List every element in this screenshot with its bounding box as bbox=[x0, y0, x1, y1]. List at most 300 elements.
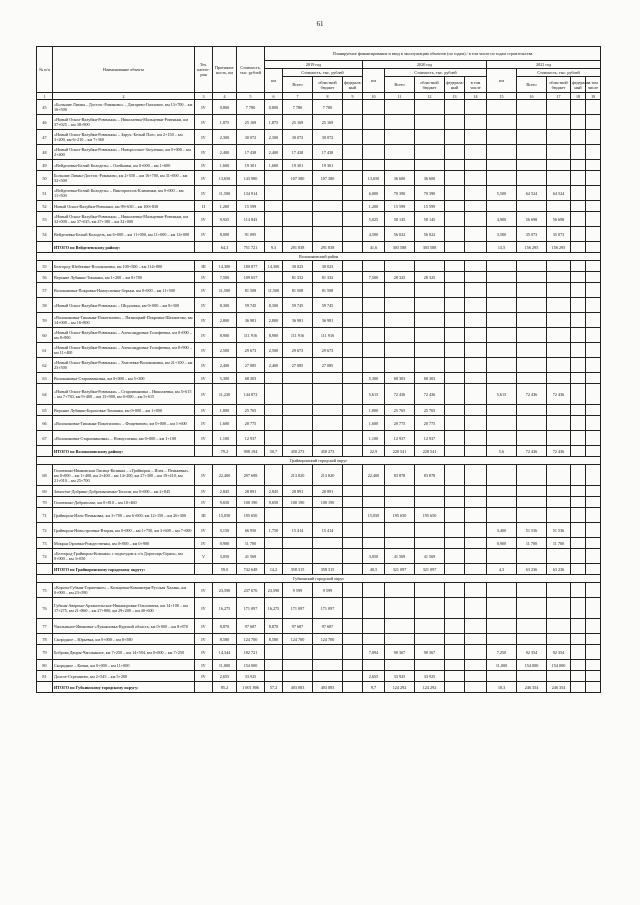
table-row bbox=[37, 405, 601, 416]
value-cell bbox=[343, 201, 363, 212]
value-cell bbox=[547, 486, 571, 497]
value-cell: 20 775 bbox=[415, 416, 445, 431]
value-cell: IV bbox=[195, 497, 213, 508]
column-index-cell: 13 bbox=[445, 93, 465, 100]
value-cell bbox=[487, 261, 517, 272]
table-row bbox=[37, 115, 601, 130]
value-cell bbox=[517, 358, 547, 373]
value-cell bbox=[363, 298, 385, 313]
value-cell: IV bbox=[195, 373, 213, 384]
value-cell: 5,500 bbox=[487, 186, 517, 201]
column-index-cell: 15 bbox=[487, 93, 517, 100]
value-cell bbox=[571, 465, 586, 486]
value-cell: 81 508 bbox=[283, 283, 313, 298]
value-cell: 358 315 bbox=[313, 564, 343, 575]
value-cell bbox=[487, 405, 517, 416]
value-cell bbox=[571, 431, 586, 446]
column-index-cell: 5 bbox=[237, 93, 265, 100]
table-row bbox=[37, 261, 601, 272]
value-cell bbox=[445, 130, 465, 145]
value-cell bbox=[517, 130, 547, 145]
table-row bbox=[37, 343, 601, 358]
object-name-cell: Большие Лиман-Достоп.-Романово, км 2+550 – км 16+700, км 31+000 – км 32+500 bbox=[53, 171, 195, 186]
value-cell: 2,400 bbox=[213, 358, 237, 373]
value-cell bbox=[363, 538, 385, 549]
value-cell bbox=[547, 130, 571, 145]
value-cell: 458 273 bbox=[283, 446, 313, 457]
header-year-2019: 2019 год bbox=[265, 61, 363, 69]
value-cell: 8,300 bbox=[265, 298, 283, 313]
value-cell bbox=[517, 497, 547, 508]
value-cell bbox=[586, 431, 601, 446]
object-name-cell: Головчино-Ивановская Лисица-Козинка – «Грайворон – Илек – Пенькевка», км 0+000 – км 1+400, км 2+400 – км 14+200, км 27+300 – км 19+410, км 21+010 – км 25+700 bbox=[53, 465, 195, 486]
value-cell: 48 bbox=[37, 145, 53, 160]
value-cell bbox=[343, 465, 363, 486]
value-cell: 7,094 bbox=[363, 645, 385, 660]
section-header-row bbox=[37, 575, 601, 583]
value-cell bbox=[547, 497, 571, 508]
value-cell bbox=[313, 384, 343, 405]
object-name-cell: Грайворон-Новостроевка-Вторая, км 0+000 – км 1+750, км 3+600 – км 7+000 bbox=[53, 523, 195, 538]
value-cell bbox=[465, 538, 487, 549]
value-cell: 195 650 bbox=[385, 508, 415, 523]
value-cell bbox=[487, 171, 517, 186]
object-name-cell: ИТОГО по Грайворонскому городскому округу: bbox=[53, 564, 195, 575]
value-cell bbox=[415, 660, 445, 671]
value-cell bbox=[313, 405, 343, 416]
value-cell: IV bbox=[195, 660, 213, 671]
object-name-cell: «Новый Оскол-Валуйки-Ровеньки» – Новоросское-Засуленко, км 0+000 – км 2+400 bbox=[53, 145, 195, 160]
object-name-cell: Верхние Лубянки-Борисовка-Тишанка, км 0+000 – км 1+800 bbox=[53, 405, 195, 416]
value-cell: 11 700 bbox=[517, 538, 547, 549]
value-cell bbox=[313, 671, 343, 682]
value-cell: 458 273 bbox=[313, 446, 343, 457]
column-index-cell: 4 bbox=[213, 93, 237, 100]
value-cell bbox=[363, 598, 385, 619]
header-km-2021: км bbox=[487, 69, 517, 93]
header-regional-2021: областной бюджет bbox=[547, 77, 571, 93]
value-cell bbox=[363, 261, 385, 272]
value-cell: 36 600 bbox=[385, 171, 415, 186]
value-cell: 20 775 bbox=[385, 416, 415, 431]
table-row bbox=[37, 227, 601, 242]
value-cell: 180 877 bbox=[237, 261, 265, 272]
value-cell bbox=[445, 508, 465, 523]
value-cell bbox=[465, 660, 487, 671]
value-cell bbox=[547, 100, 571, 115]
value-cell bbox=[487, 671, 517, 682]
value-cell: IV bbox=[195, 431, 213, 446]
value-cell: 5,6 bbox=[487, 446, 517, 457]
value-cell bbox=[517, 373, 547, 384]
value-cell bbox=[547, 343, 571, 358]
value-cell: 1,875 bbox=[213, 115, 237, 130]
value-cell: 124 292 bbox=[415, 682, 445, 693]
column-index-cell: 2 bbox=[53, 93, 195, 100]
value-cell: IV bbox=[195, 186, 213, 201]
value-cell: IV bbox=[195, 328, 213, 343]
value-cell bbox=[465, 446, 487, 457]
value-cell bbox=[385, 634, 415, 645]
object-name-cell: Мокрая Орловка-Рождественка, км 0+000 – км 0+900 bbox=[53, 538, 195, 549]
value-cell: 4,3 bbox=[487, 564, 517, 575]
value-cell bbox=[283, 384, 313, 405]
table-row bbox=[37, 186, 601, 201]
value-cell: 92 354 bbox=[517, 645, 547, 660]
value-cell bbox=[571, 100, 586, 115]
value-cell: 9 599 bbox=[283, 583, 313, 598]
value-cell bbox=[445, 564, 465, 575]
value-cell bbox=[415, 100, 445, 115]
value-cell: 111 916 bbox=[283, 328, 313, 343]
value-cell bbox=[586, 160, 601, 171]
value-cell bbox=[445, 538, 465, 549]
value-cell bbox=[487, 416, 517, 431]
column-index-cell: 9 bbox=[343, 93, 363, 100]
value-cell bbox=[465, 343, 487, 358]
value-cell bbox=[465, 227, 487, 242]
value-cell: 5,300 bbox=[213, 373, 237, 384]
value-cell: 15 414 bbox=[313, 523, 343, 538]
value-cell: 908 194 bbox=[237, 446, 265, 457]
value-cell bbox=[445, 242, 465, 253]
value-cell: 83 878 bbox=[415, 465, 445, 486]
value-cell bbox=[445, 384, 465, 405]
value-cell bbox=[343, 523, 363, 538]
value-cell bbox=[465, 431, 487, 446]
value-cell: 59 bbox=[37, 313, 53, 328]
value-cell bbox=[343, 358, 363, 373]
value-cell bbox=[547, 465, 571, 486]
value-cell: 58 145 bbox=[415, 212, 445, 227]
value-cell bbox=[487, 486, 517, 497]
object-name-cell: «Новый Оскол-Валуйки-Ровеньки» – Александровка-Голофеевка, км 0+000 – км 8+900 bbox=[53, 328, 195, 343]
value-cell: 15 599 bbox=[385, 201, 415, 212]
value-cell bbox=[465, 671, 487, 682]
header-incl-2020: в том числе bbox=[465, 77, 487, 93]
table-row bbox=[37, 212, 601, 227]
value-cell bbox=[445, 160, 465, 171]
value-cell bbox=[586, 634, 601, 645]
value-cell: 69 bbox=[37, 486, 53, 497]
value-cell bbox=[547, 416, 571, 431]
value-cell bbox=[465, 261, 487, 272]
object-name-cell: ИТОГО по Губкинскому городскому округу: bbox=[53, 682, 195, 693]
value-cell bbox=[445, 598, 465, 619]
table-row bbox=[37, 497, 601, 508]
value-cell: 29 673 bbox=[237, 343, 265, 358]
object-name-cell: «Волоконовка-Тишанка-Покотилово» – Пятницкий-Покровка-Шахматово, км 14+000 – км 16+800 bbox=[53, 313, 195, 328]
value-cell: 17 438 bbox=[237, 145, 265, 160]
table-row bbox=[37, 358, 601, 373]
value-cell bbox=[571, 171, 586, 186]
value-cell bbox=[586, 564, 601, 575]
value-cell bbox=[517, 283, 547, 298]
value-cell: 25 169 bbox=[237, 115, 265, 130]
value-cell bbox=[385, 619, 415, 634]
value-cell bbox=[586, 130, 601, 145]
header-cost: Стоимость, тыс. рублей bbox=[237, 47, 265, 93]
value-cell bbox=[547, 634, 571, 645]
value-cell: IV bbox=[195, 130, 213, 145]
value-cell: 33 925 bbox=[385, 671, 415, 682]
header-federal-2019: федераль-ный bbox=[343, 77, 363, 93]
value-cell: 742 648 bbox=[237, 564, 265, 575]
value-cell: 6,000 bbox=[363, 186, 385, 201]
object-name-cell: Губкин-Аверино-Архангельское-Никаноровка-Ольховатка, км 14+100 – км 17+275, км 21+860 – км 27+800, км 29+200 – км 40+600 bbox=[53, 598, 195, 619]
value-cell: 100 190 bbox=[237, 497, 265, 508]
value-cell: 64 bbox=[37, 384, 53, 405]
value-cell bbox=[283, 373, 313, 384]
value-cell: 27 085 bbox=[283, 358, 313, 373]
value-cell bbox=[586, 272, 601, 283]
object-name-cell: Волоконовка-Староивановка, км 0+000 – км 5+300 bbox=[53, 373, 195, 384]
header-cost-2020: Стоимость, тыс. рублей bbox=[385, 69, 487, 77]
value-cell: 64 524 bbox=[547, 186, 571, 201]
page-number: 61 bbox=[316, 20, 324, 28]
value-cell bbox=[571, 523, 586, 538]
header-year-2021: 2021 год bbox=[487, 61, 601, 69]
value-cell: 4,900 bbox=[487, 212, 517, 227]
value-cell bbox=[517, 431, 547, 446]
value-cell bbox=[487, 508, 517, 523]
value-cell bbox=[195, 682, 213, 693]
value-cell: 66 bbox=[37, 416, 53, 431]
value-cell bbox=[415, 313, 445, 328]
value-cell: 2,655 bbox=[213, 671, 237, 682]
value-cell bbox=[363, 486, 385, 497]
object-name-cell: Вейделевка-Белый Колодезь, км 6+000 – км 11+000, км 11+000 – км 14+000 bbox=[53, 227, 195, 242]
value-cell bbox=[547, 328, 571, 343]
value-cell bbox=[465, 283, 487, 298]
value-cell bbox=[445, 227, 465, 242]
value-cell bbox=[517, 100, 547, 115]
value-cell bbox=[385, 328, 415, 343]
value-cell: IV bbox=[195, 212, 213, 227]
value-cell: 33 925 bbox=[415, 671, 445, 682]
table-row bbox=[37, 598, 601, 619]
value-cell: 303 588 bbox=[385, 242, 415, 253]
value-cell: IV bbox=[195, 283, 213, 298]
value-cell bbox=[37, 564, 53, 575]
value-cell: 91 095 bbox=[237, 227, 265, 242]
value-cell: 228 541 bbox=[415, 446, 445, 457]
value-cell bbox=[571, 242, 586, 253]
value-cell bbox=[517, 313, 547, 328]
table-row bbox=[37, 201, 601, 212]
value-cell: 1,200 bbox=[363, 201, 385, 212]
value-cell bbox=[465, 171, 487, 186]
value-cell bbox=[283, 431, 313, 446]
value-cell bbox=[343, 298, 363, 313]
value-cell bbox=[586, 645, 601, 660]
value-cell bbox=[517, 171, 547, 186]
value-cell bbox=[265, 549, 283, 564]
value-cell bbox=[37, 446, 53, 457]
value-cell: 56 698 bbox=[547, 212, 571, 227]
value-cell bbox=[487, 497, 517, 508]
value-cell bbox=[571, 272, 586, 283]
value-cell bbox=[415, 343, 445, 358]
value-cell: 7 780 bbox=[283, 100, 313, 115]
value-cell: 2,400 bbox=[265, 358, 283, 373]
value-cell: 11 700 bbox=[237, 538, 265, 549]
value-cell: 107 380 bbox=[283, 171, 313, 186]
value-cell bbox=[415, 538, 445, 549]
value-cell bbox=[445, 171, 465, 186]
header-regional-2020: областной бюджет bbox=[415, 77, 445, 93]
value-cell: 79,2 bbox=[213, 446, 237, 457]
value-cell: 52 bbox=[37, 201, 53, 212]
value-cell bbox=[465, 328, 487, 343]
value-cell bbox=[385, 298, 415, 313]
value-cell: 41 569 bbox=[385, 549, 415, 564]
value-cell: 78 bbox=[37, 634, 53, 645]
value-cell bbox=[547, 405, 571, 416]
value-cell bbox=[265, 416, 283, 431]
value-cell bbox=[385, 115, 415, 130]
value-cell: 0,900 bbox=[213, 538, 237, 549]
value-cell: 8,580 bbox=[265, 634, 283, 645]
value-cell: 9,650 bbox=[265, 497, 283, 508]
value-cell bbox=[547, 201, 571, 212]
value-cell: 25 765 bbox=[237, 405, 265, 416]
value-cell: 2,800 bbox=[265, 313, 283, 328]
table-row bbox=[37, 145, 601, 160]
value-cell: 0,900 bbox=[487, 538, 517, 549]
value-cell: IV bbox=[195, 272, 213, 283]
value-cell bbox=[445, 645, 465, 660]
value-cell: 1,600 bbox=[363, 416, 385, 431]
value-cell bbox=[586, 465, 601, 486]
value-cell bbox=[343, 100, 363, 115]
value-cell bbox=[363, 100, 385, 115]
table-row bbox=[37, 465, 601, 486]
value-cell bbox=[465, 416, 487, 431]
value-cell: III bbox=[195, 508, 213, 523]
value-cell: 23,590 bbox=[265, 583, 283, 598]
value-cell: 59 745 bbox=[283, 298, 313, 313]
value-cell: 5,150 bbox=[213, 523, 237, 538]
value-cell bbox=[465, 242, 487, 253]
value-cell bbox=[445, 497, 465, 508]
value-cell: 68 303 bbox=[415, 373, 445, 384]
value-cell: 154 000 bbox=[547, 660, 571, 671]
value-cell: 1,600 bbox=[265, 160, 283, 171]
value-cell bbox=[465, 645, 487, 660]
value-cell bbox=[465, 523, 487, 538]
value-cell bbox=[586, 186, 601, 201]
value-cell: 321 097 bbox=[385, 564, 415, 575]
column-index-cell: 16 bbox=[517, 93, 547, 100]
value-cell: 1,800 bbox=[213, 405, 237, 416]
value-cell bbox=[571, 619, 586, 634]
header-km-2019: км bbox=[265, 69, 283, 93]
value-cell: 8,300 bbox=[213, 298, 237, 313]
value-cell: 72 436 bbox=[415, 384, 445, 405]
value-cell: 171 097 bbox=[283, 598, 313, 619]
value-cell bbox=[571, 564, 586, 575]
value-cell bbox=[445, 145, 465, 160]
value-cell: 237 676 bbox=[237, 583, 265, 598]
value-cell: 303 588 bbox=[415, 242, 445, 253]
value-cell: IV bbox=[195, 416, 213, 431]
value-cell bbox=[343, 564, 363, 575]
value-cell bbox=[265, 227, 283, 242]
value-cell bbox=[487, 634, 517, 645]
value-cell bbox=[586, 313, 601, 328]
value-cell: 30 072 bbox=[237, 130, 265, 145]
value-cell bbox=[586, 671, 601, 682]
value-cell bbox=[547, 431, 571, 446]
value-cell: 18,3 bbox=[487, 682, 517, 693]
value-cell: 59,0 bbox=[213, 564, 237, 575]
value-cell bbox=[265, 465, 283, 486]
value-cell: 72 436 bbox=[517, 384, 547, 405]
value-cell bbox=[465, 405, 487, 416]
value-cell bbox=[385, 343, 415, 358]
value-cell bbox=[313, 431, 343, 446]
value-cell: 8,900 bbox=[265, 328, 283, 343]
value-cell: 1,875 bbox=[265, 115, 283, 130]
object-name-cell: «Короча-Губкин-Горшечное» – Кольцевая-Коминтерн-Русская Халань, км 0+000 – км 23+590 bbox=[53, 583, 195, 598]
value-cell bbox=[586, 405, 601, 416]
value-cell bbox=[571, 283, 586, 298]
value-cell bbox=[265, 645, 283, 660]
header-length: Протяжен-ность, км bbox=[213, 47, 237, 93]
object-name-cell: Волоконовка-Покровка-Новоуспенка-Зорьки, км 0+000 – км 11+500 bbox=[53, 283, 195, 298]
value-cell: 90 367 bbox=[415, 645, 445, 660]
value-cell bbox=[445, 486, 465, 497]
table-row bbox=[37, 508, 601, 523]
value-cell bbox=[445, 261, 465, 272]
value-cell: 76 bbox=[37, 598, 53, 619]
value-cell bbox=[517, 416, 547, 431]
value-cell: 2,845 bbox=[213, 486, 237, 497]
value-cell bbox=[385, 486, 415, 497]
value-cell: 62 bbox=[37, 358, 53, 373]
value-cell: 64 524 bbox=[517, 186, 547, 201]
value-cell: 0,800 bbox=[213, 100, 237, 115]
value-cell: 28 891 bbox=[237, 486, 265, 497]
value-cell bbox=[283, 671, 313, 682]
value-cell bbox=[313, 538, 343, 549]
value-cell bbox=[547, 549, 571, 564]
value-cell bbox=[586, 212, 601, 227]
value-cell bbox=[415, 358, 445, 373]
object-name-cell: Скородное – Кочки, км 0+000 – км 11+000 bbox=[53, 660, 195, 671]
total-row bbox=[37, 446, 601, 457]
table-row bbox=[37, 660, 601, 671]
value-cell: 19 301 bbox=[283, 160, 313, 171]
table-row bbox=[37, 619, 601, 634]
value-cell bbox=[343, 508, 363, 523]
value-cell bbox=[445, 373, 465, 384]
value-cell: 15 599 bbox=[237, 201, 265, 212]
value-cell: 17 438 bbox=[313, 145, 343, 160]
object-name-cell: ИТОГО по Вейделевскому району: bbox=[53, 242, 195, 253]
value-cell bbox=[465, 682, 487, 693]
header-federal-2020: федераль-ный bbox=[445, 77, 465, 93]
value-cell bbox=[343, 283, 363, 298]
column-index-cell: 14 bbox=[465, 93, 487, 100]
value-cell: 14,344 bbox=[213, 645, 237, 660]
value-cell: 3,400 bbox=[487, 523, 517, 538]
value-cell: 23,590 bbox=[213, 583, 237, 598]
value-cell: 321 097 bbox=[415, 564, 445, 575]
value-cell: 27 085 bbox=[237, 358, 265, 373]
value-cell bbox=[571, 313, 586, 328]
